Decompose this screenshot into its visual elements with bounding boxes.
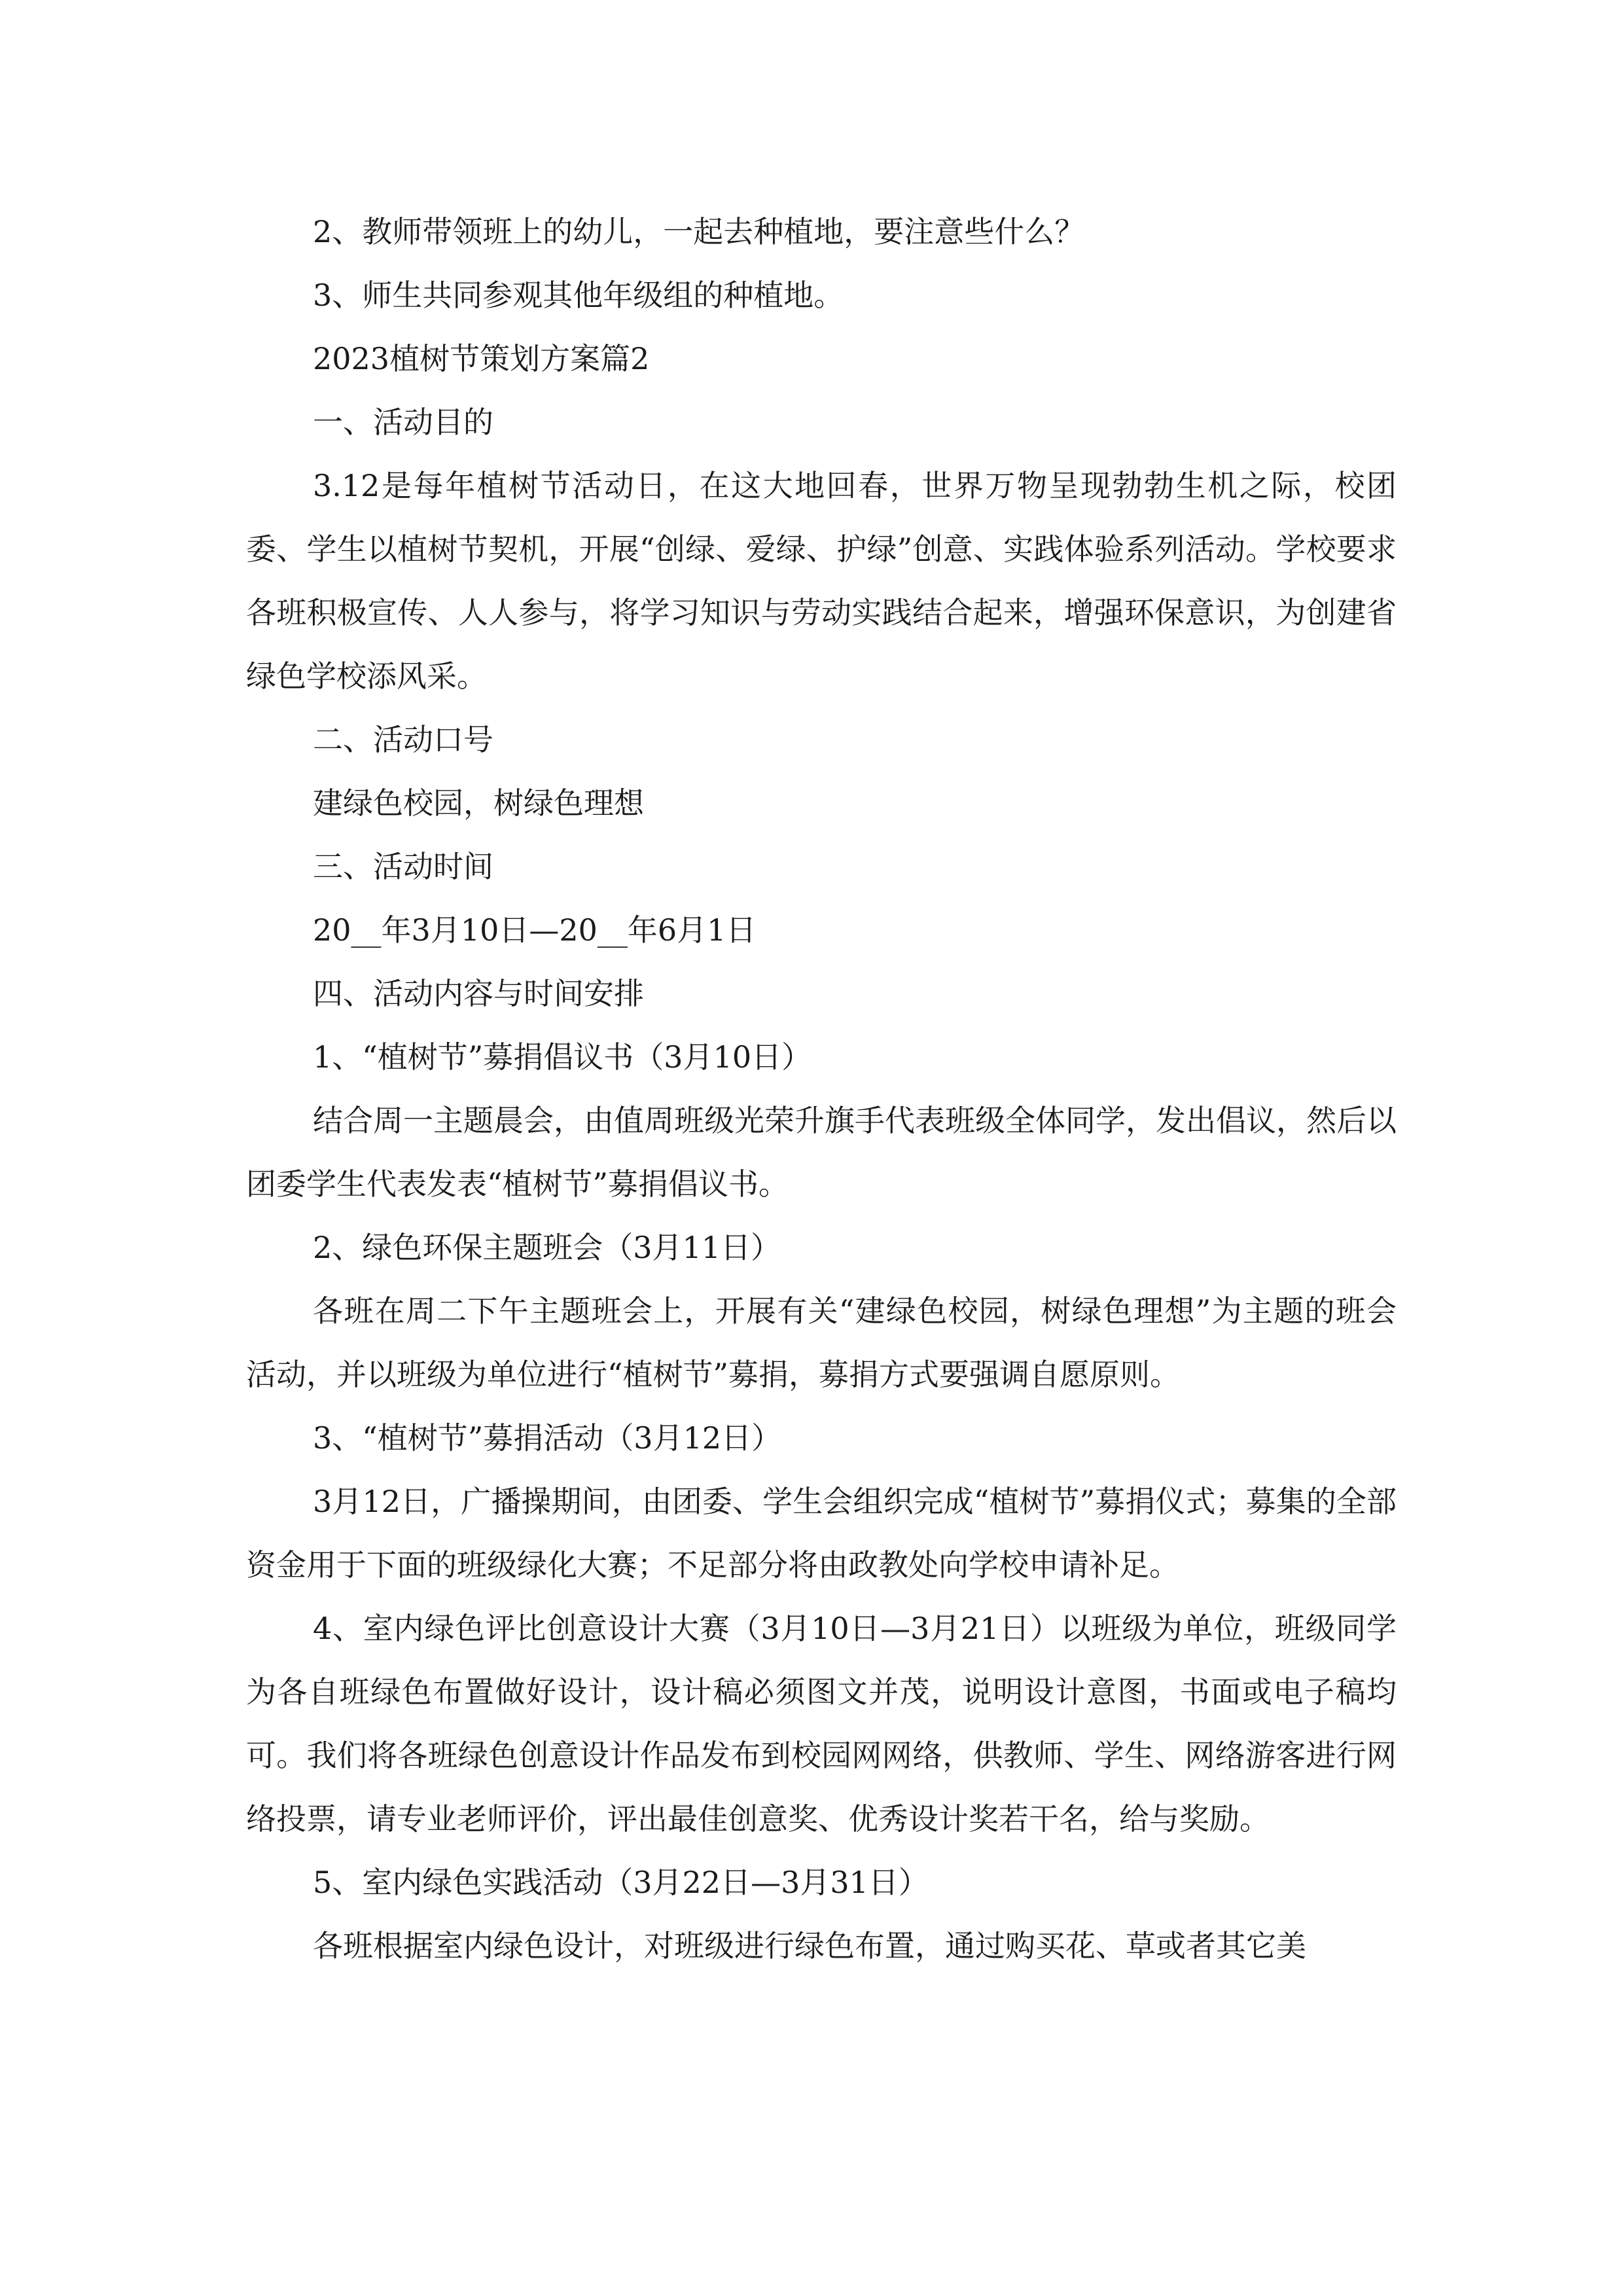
paragraph: 建绿色校园，树绿色理想 bbox=[313, 785, 644, 821]
paragraph: 3.12是每年植树节活动日，在这大地回春，世界万物呈现勃勃生机之际，校团委、学生以植树节契机，开展“创绿、爱绿、护绿”创意、实践体验系列活动。学校要求各班积极宣传、人人参与，将学习知识与劳动实践结合起来，增强环保意识，为创建省绿色学校添风采。 bbox=[246, 468, 1397, 694]
paragraph: 各班根据室内绿色设计，对班级进行绿色布置，通过购买花、草或者其它美 bbox=[313, 1928, 1306, 1964]
paragraph: 20__年3月10日—20__年6月1日 bbox=[313, 912, 757, 948]
heading: 三、活动时间 bbox=[313, 849, 493, 884]
subheading: 2、绿色环保主题班会（3月11日） bbox=[313, 1230, 781, 1265]
paragraph: 各班在周二下午主题班会上，开展有关“建绿色校园，树绿色理想”为主题的班会活动，并以班级为单位进行“植树节”募捐，募捐方式要强调自愿原则。 bbox=[246, 1293, 1397, 1392]
paragraph: 结合周一主题晨会，由值周班级光荣升旗手代表班级全体同学，发出倡议，然后以团委学生代表发表“植树节”募捐倡议书。 bbox=[246, 1103, 1397, 1202]
paragraph: 3月12日，广播操期间，由团委、学生会组织完成“植树节”募捐仪式；募集的全部资金用于下面的班级绿化大赛；不足部分将由政教处向学校申请补足。 bbox=[246, 1484, 1397, 1583]
document-page bbox=[246, 200, 1397, 1978]
subheading: 1、“植树节”募捐倡议书（3月10日） bbox=[313, 1039, 812, 1075]
paragraph: 4、室内绿色评比创意设计大赛（3月10日—3月21日）以班级为单位，班级同学为各自班绿色布置做好设计，设计稿必须图文并茂，说明设计意图，书面或电子稿均可。我们将各班绿色创意设计作品发布到校园网网络，供教师、学生、网络游客进行网络投票，请专业老师评价，评出最佳创意奖、优秀设计奖若干名，给与奖励。 bbox=[246, 1611, 1397, 1837]
subheading: 5、室内绿色实践活动（3月22日—3月31日） bbox=[313, 1865, 929, 1900]
paragraph: 3、师生共同参观其他年级组的种植地。 bbox=[313, 278, 844, 313]
heading: 一、活动目的 bbox=[313, 404, 493, 440]
heading: 二、活动口号 bbox=[313, 722, 493, 757]
section-title: 2023植树节策划方案篇2 bbox=[313, 341, 650, 376]
paragraph: 2、教师带领班上的幼儿，一起去种植地，要注意些什么？ bbox=[313, 214, 1085, 249]
heading: 四、活动内容与时间安排 bbox=[313, 976, 644, 1011]
subheading: 3、“植树节”募捐活动（3月12日） bbox=[313, 1420, 782, 1456]
